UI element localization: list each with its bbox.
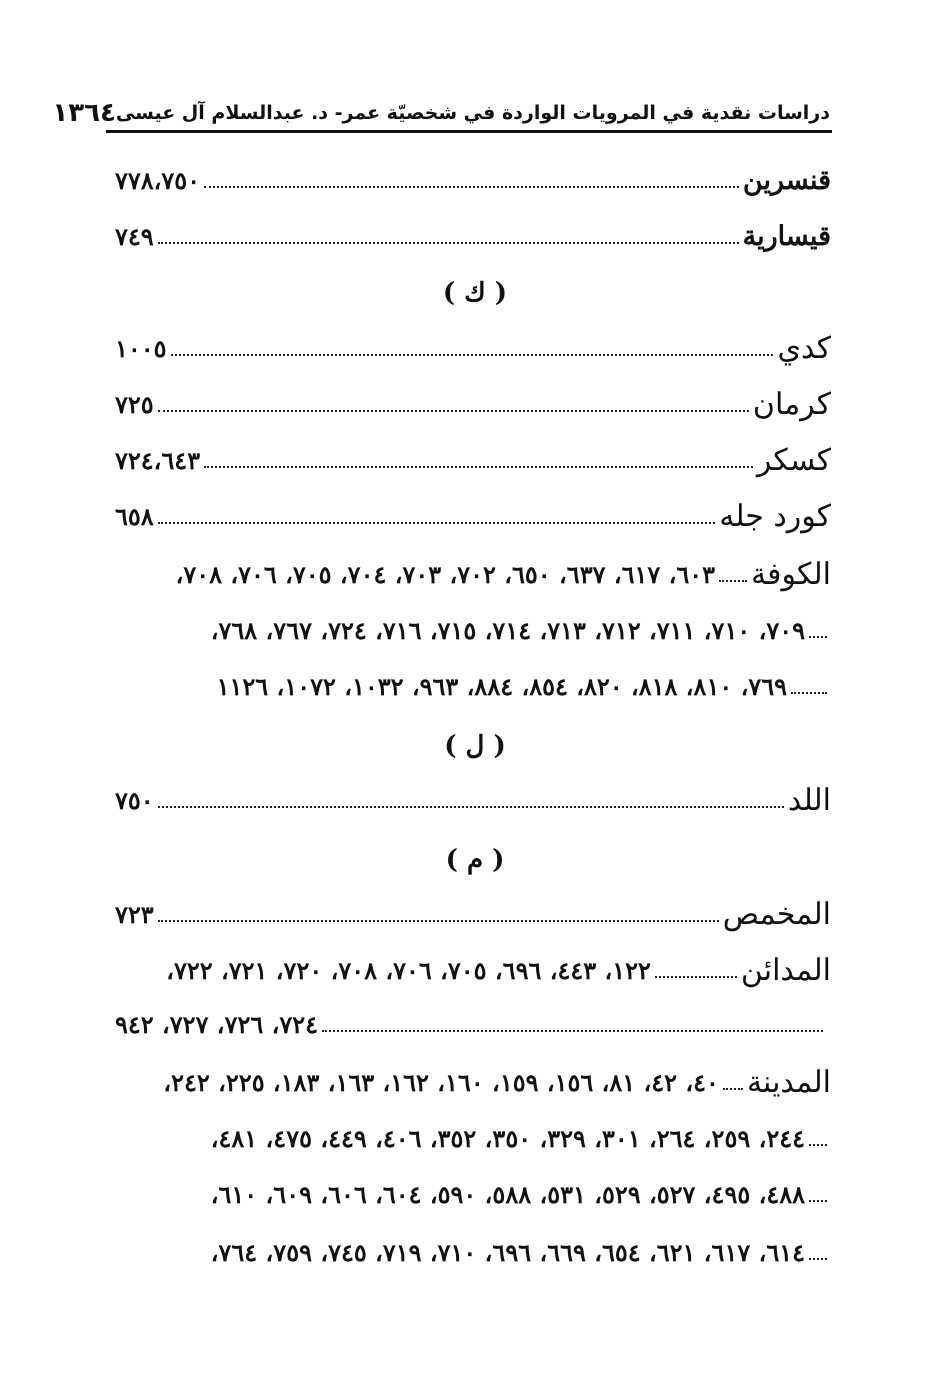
entry-pages: ١٢٢، ٤٤٣، ٦٩٦، ٧٠٥، ٧٠٦، ٧٠٨، ٧٢٠، ٧٢١، ٧٢٢، bbox=[166, 955, 651, 985]
header-rule bbox=[106, 130, 832, 133]
dot-leader bbox=[204, 186, 739, 188]
entry-pages: ٧٢٤،٦٤٣ bbox=[115, 445, 201, 475]
section-heading-mim: ( م ) bbox=[445, 845, 505, 875]
entry-pages: ٤٨٨، ٤٩٥، ٥٢٧، ٥٢٩، ٥٣١، ٥٨٨، ٥٩٠، ٦٠٤، ٦٠٦، ٦٠٩، ٦١٠، bbox=[210, 1179, 805, 1209]
entry-pages: ٦١٤، ٦١٧، ٦٢١، ٦٥٤، ٦٦٩، ٦٩٦، ٧١٠، ٧١٩، ٧٤٥، ٧٥٩، ٧٦٤، bbox=[210, 1237, 805, 1267]
entry-pages: ٧٧٨،٧٥٠ bbox=[115, 165, 201, 195]
index-entry bbox=[115, 496, 831, 536]
dot-leader bbox=[158, 410, 749, 412]
index-entry-continuation bbox=[115, 1232, 831, 1272]
dot-leader bbox=[723, 1088, 743, 1090]
entry-name: قيسارية bbox=[742, 220, 831, 252]
entry-name: كورد جله bbox=[719, 498, 831, 534]
index-entry-madina bbox=[115, 1062, 831, 1102]
page-number: ١٣٦٤ bbox=[52, 98, 116, 128]
index-entry-continuation bbox=[115, 1004, 831, 1044]
dot-leader bbox=[158, 806, 784, 808]
header-title: دراسات نقدية في المرويات الواردة في شخصيّة عمر- د. عبدالسلام آل عيسى bbox=[115, 102, 830, 124]
section-heading-kaf: ( ك ) bbox=[442, 278, 508, 308]
entry-pages: ٧٥٠ bbox=[115, 785, 154, 815]
entry-name: كدي bbox=[777, 330, 831, 366]
running-header bbox=[52, 96, 830, 130]
entry-pages: ٦٥٨ bbox=[115, 501, 154, 531]
entry-name: المدائن bbox=[740, 952, 831, 988]
index-entry bbox=[115, 216, 831, 256]
dot-leader bbox=[809, 636, 827, 638]
dot-leader bbox=[791, 692, 827, 694]
index-entry bbox=[115, 328, 831, 368]
dot-leader bbox=[809, 1144, 827, 1146]
entry-name: قنسرين bbox=[742, 164, 831, 196]
index-entry bbox=[115, 384, 831, 424]
index-entry bbox=[115, 160, 831, 200]
entry-pages: ٦٠٣، ٦١٧، ٦٣٧، ٦٥٠، ٧٠٢، ٧٠٣، ٧٠٤، ٧٠٥، ٧٠٦، ٧٠٨، bbox=[175, 559, 716, 589]
dot-leader bbox=[158, 522, 716, 524]
dot-leader bbox=[809, 1258, 827, 1260]
entry-pages: ٧٢٤، ٧٢٦، ٧٢٧، ٩٤٢ bbox=[115, 1009, 319, 1039]
entry-name: المخمص bbox=[722, 896, 831, 932]
entry-name: الكوفة bbox=[751, 556, 831, 592]
entry-pages: ٧٠٩، ٧١٠، ٧١١، ٧١٢، ٧١٣، ٧١٤، ٧١٥، ٧١٦، ٧٢٤، ٧٦٧، ٧٦٨، bbox=[210, 615, 805, 645]
entry-pages: ٧٦٩، ٨١٠، ٨١٨، ٨٢٠، ٨٥٤، ٨٨٤، ٩٦٣، ١٠٣٢، ١٠٧٢، ١١٢٦ bbox=[216, 671, 787, 701]
index-entry-kufa bbox=[115, 554, 831, 594]
entry-name: كسكر bbox=[756, 442, 831, 478]
index-entry bbox=[115, 780, 831, 820]
entry-pages: ١٠٠٥ bbox=[115, 333, 167, 363]
entry-pages: ٧٢٣ bbox=[115, 899, 154, 929]
index-entry-continuation bbox=[115, 610, 831, 650]
entry-pages: ٢٤٤، ٢٥٩، ٢٦٤، ٣٠١، ٣٢٩، ٣٥٠، ٣٥٢، ٤٠٦، ٤٤٩، ٤٧٥، ٤٨١، bbox=[210, 1123, 805, 1153]
index-entry-madain bbox=[115, 950, 831, 990]
entry-name: المدينة bbox=[746, 1064, 831, 1100]
dot-leader bbox=[322, 1030, 823, 1032]
dot-leader bbox=[655, 976, 737, 978]
dot-leader bbox=[809, 1200, 827, 1202]
dot-leader bbox=[719, 580, 747, 582]
index-entry-continuation bbox=[115, 1174, 831, 1214]
index-entry bbox=[115, 894, 831, 934]
dot-leader bbox=[171, 354, 774, 356]
index-entry-continuation bbox=[115, 666, 831, 706]
index-entry bbox=[115, 440, 831, 480]
section-heading-lam: ( ل ) bbox=[444, 731, 506, 761]
index-entry-continuation bbox=[115, 1118, 831, 1158]
dot-leader bbox=[204, 466, 753, 468]
entry-pages: ٧٢٥ bbox=[115, 389, 154, 419]
entry-name: اللد bbox=[787, 782, 831, 818]
dot-leader bbox=[158, 920, 719, 922]
entry-pages: ٤٠، ٤٢، ٨١، ١٥٦، ١٥٩، ١٦٠، ١٦٢، ١٦٣، ١٨٣، ٢٢٥، ٢٤٢، bbox=[163, 1067, 719, 1097]
dot-leader bbox=[158, 242, 739, 244]
entry-name: كرمان bbox=[752, 386, 831, 422]
entry-pages: ٧٤٩ bbox=[115, 221, 154, 251]
